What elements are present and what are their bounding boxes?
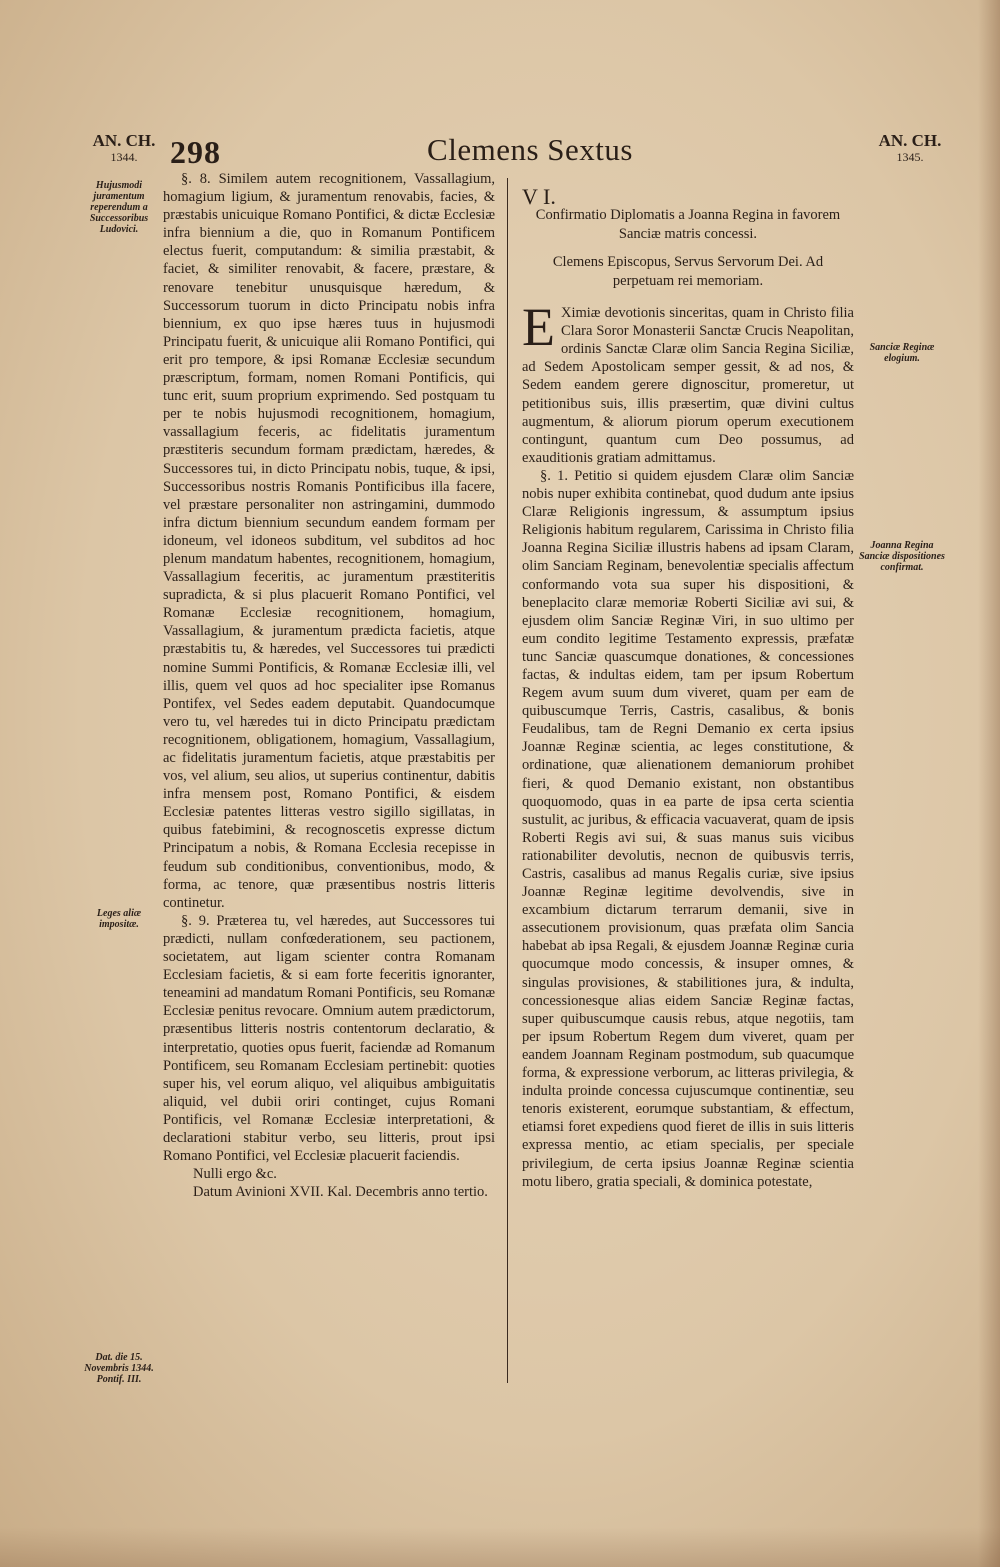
left-year-heading [84, 132, 164, 164]
paragraph-eximiae-text: Ximiæ devotionis sinceritas, quam in Christo filia Clara Soror Monasterii Sanctæ Crucis Neapolitan, ordinis Sanctæ Claræ olim Sancia Regina Siciliæ, ad Sedem Apostolicam semper gessit, & ad nos, & Sedem eandem gerere dignoscitur, promeretur, ut petitionibus suis, illis præsertim, quæ divini cultus augmentum, & aliorum piorum operum executionem contingunt, quantum cum Deo possumus, ad exauditionis gratiam admittamus. [522, 305, 854, 466]
document-rubric: Confirmatio Diplomatis a Joanna Regina in favorem Sanciæ matris concessi. [535, 207, 841, 242]
margin-note-date: Dat. die 15. Novembris 1344. Pontif. III. [84, 1352, 154, 1385]
left-year: 1344. [110, 150, 138, 164]
section-number: V I. [522, 184, 556, 209]
column-divider [507, 178, 508, 1383]
paragraph-nulli: Nulli ergo &c. [193, 1166, 277, 1183]
right-year-heading [862, 132, 958, 164]
salutation-rubric: Clemens Episcopus, Servus Servorum Dei. Ad perpetuam rei memoriam. [552, 254, 824, 289]
page-bottom-shadow [0, 1527, 1000, 1567]
margin-note-joanna-confirms: Joanna Regina Sanciæ dispositiones confirmat. [859, 540, 945, 573]
right-year: 1345. [896, 150, 924, 164]
page-number: 298 [170, 134, 221, 170]
margin-note-sancia-praise: Sanciæ Reginæ elogium. [869, 342, 935, 364]
running-head: Clemens Sextus [427, 132, 633, 167]
right-column [522, 184, 854, 1191]
left-an-ch: AN. CH. [92, 131, 156, 150]
drop-cap-letter: E [522, 297, 555, 358]
paragraph-eximiae [522, 297, 854, 467]
left-column [163, 170, 495, 1201]
right-an-ch: AN. CH. [878, 131, 942, 150]
margin-note-oath: Hujusmodi juramentum reperendum a Successoribus Ludovici. [89, 180, 149, 235]
margin-note-laws: Leges aliæ impositæ. [96, 908, 142, 930]
paragraph-datum: Datum Avinioni XVII. Kal. Decembris anno tertio. [193, 1184, 488, 1201]
paragraph-section-9: §. 9. Præterea tu, vel hæredes, aut Successores tui prædicti, nullam confœderationem, seu pactionem, societatem, aut ligam scienter contra Romanam Ecclesiam facietis, & si eam forte feceritis ignoranter, teneamini ad mandatum Romani Pontificis, seu Romanæ Ecclesiæ penitus revocare. Omnium autem prædictorum, præsentibus litteris nostris contentorum declaratio, & interpretatio, quoties opus fuerit, faciendæ ad Romanum Pontificem, seu Romanam Ecclesiam pertinebit: quoties super his, vel eorum aliquo, vel aliquibus ambiguitatis aliquid, vel dubii oriri continget, cujus Romani Pontificis, vel Romanæ Ecclesiæ interpretationi, & declarationi stabitur verbo, seu litteris, prout ipsi Romano Pontifici, vel Ecclesiæ placuerit faciendis. [163, 912, 495, 1165]
paragraph-section-8: §. 8. Similem autem recognitionem, Vassallagium, homagium ligium, & juramentum renovabis, facies, & præstabis unicuique Romano Pontifici, & dictæ Ecclesiæ infra biennium a die, quo in Romanum Pontificem electus fuerit, computandum: & similia præstabit, & faciet, & similiter renovabit, & facere, præstare, & renovare tenebitur unusquisque hæredum, & Successorum tuorum in dicto Principatu nobis infra biennium, ex quo ipse hæres tuus in hujusmodi Principatu fuerit, & unicuique alii Romano Pontifici, qui erit pro tempore, & ipsi Romanæ Ecclesiæ secundum præscriptum, formam, nomen Romani Pontificis, qui tunc erit, suum proprium exprimendo. Sed postquam tu per te nobis hujusmodi recognitionem, homagium, vassallagium feceris, ac fidelitatis juramentum præstiteris secundum formam prædictam, hæredes, & Successores tui, in dicto Principatu nobis, tuque, & ipsi, Successoribus nostris Romanis Pontificibus illa facere, vel præstare personaliter non astringamini, dummodo infra dictum biennium secundum eandem formam per idoneum, vel idoneos subditum, vel subditos ad hoc plenum mandatum habentes, recognitionem, homagium, Vassallagium feceritis, ac juramentum præstiteritis supradicta, & si plus placuerit Romano Pontifici, vel Romanæ Ecclesiæ recognitionem, homagium, Vassallagium, & juramentum prædicta facietis, atque præstabitis tu, & hæredes, vel Successores tui prædicti nomine Summi Pontificis, & Romanæ Ecclesiæ illi, vel illis, quem vel quos ad hoc specialiter ipse Romanus Pontifex, vel Sedes eadem deputabit. Quandocumque vero tu, vel hæredes tui in dicto Principatu prædictam recognitionem, obligationem, homagium, Vassallagium, ac fidelitatis juramentum facietis, atque præstabitis per vos, vel alium, seu alios, ut superius continentur, dabitis infra mensem post, Romano Pontifici, & eisdem Ecclesiæ patentes litteras vestro sigillo sigillatas, in quibus fatebimini, & recognoscetis expresse dictum Principatum a nobis, & Romana Ecclesia recepisse in feudum sub conditionibus, conventionibus, modo, & forma, ac tenore, quæ præsentibus nostris litteris continetur. [163, 171, 495, 911]
page-edge-shadow [978, 0, 1000, 1567]
paragraph-section-1: §. 1. Petitio si quidem ejusdem Claræ olim Sanciæ nobis nuper exhibita continebat, quod dudum ante ipsius Claræ Religionis ingressum, & assumptum ipsius Religionis habitum regularem, Carissima in Christo filia Joanna Regina Siciliæ illustris habens ad ipsam Claram, olim Sanciam Reginam, benevolentiæ specialis affectum conformando vota sua super his dispositioni, & beneplacito claræ memoriæ Roberti Siciliæ avi sui, & ejusdem olim Sanciæ Reginæ Viri, in suo ultimo per eum condito legitime Testamento expressis, præfatæ tunc Sanciæ quascumque donationes, & concessiones factas, & indultas eidem, tam per ipsum Robertum Regem avum suum dum viveret, quam per eam de quibuscumque Terris, Castris, casalibus, & bonis Feudalibus, tam de Regni Demanio ex certa ipsius Joannæ Reginæ scientia, ac leges constitutione, & ordinatione, quæ alienationem demaniorum prohibet fieri, & quod Demanio existant, non obstantibus quoquomodo, quas in ea parte de ipsa certa scientia sustulit, ac juribus, & efficacia vacuaverat, quam de ipsis Roberti Regis avi sui, & suas manus suis vicibus rationabiliter devolutis, necnon de quibusvis terris, Castris, casalibus ad manus Regalis curiæ, sive ipsius Joannæ Reginæ legitime devolvendis, sive in excambium dictarum terrarum demanii, sive in assecutionem provisionum, quas præfata olim Sancia habebat ab ipsa Regali, & ejusdem Joannæ Reginæ curia quocumque modo concessis, & insuper omnes, & singulas provisiones, & stabilitiones jura, & indulta, concessionesque alias eidem Sanciæ Reginæ factas, super quibuscumque causis rebus, atque negotiis, tam per ipsum Robertum Regem dum viveret, quam per eandem Joannam Reginam postmodum, sub quacumque forma, & expressione verborum, ac litteras privilegia, & indulta proinde concessa cujuscumque continentiæ, seu tenoris existerent, eorumque substantiam, & effectum, etiamsi foret expediens quod fieret de illis in suis litteris expressa mentio, ac etiam specialis, per speciale privilegium, de certa ipsius Joannæ Reginæ scientia motu libero, gratia speciali, & dominica potestate, [522, 467, 854, 1190]
